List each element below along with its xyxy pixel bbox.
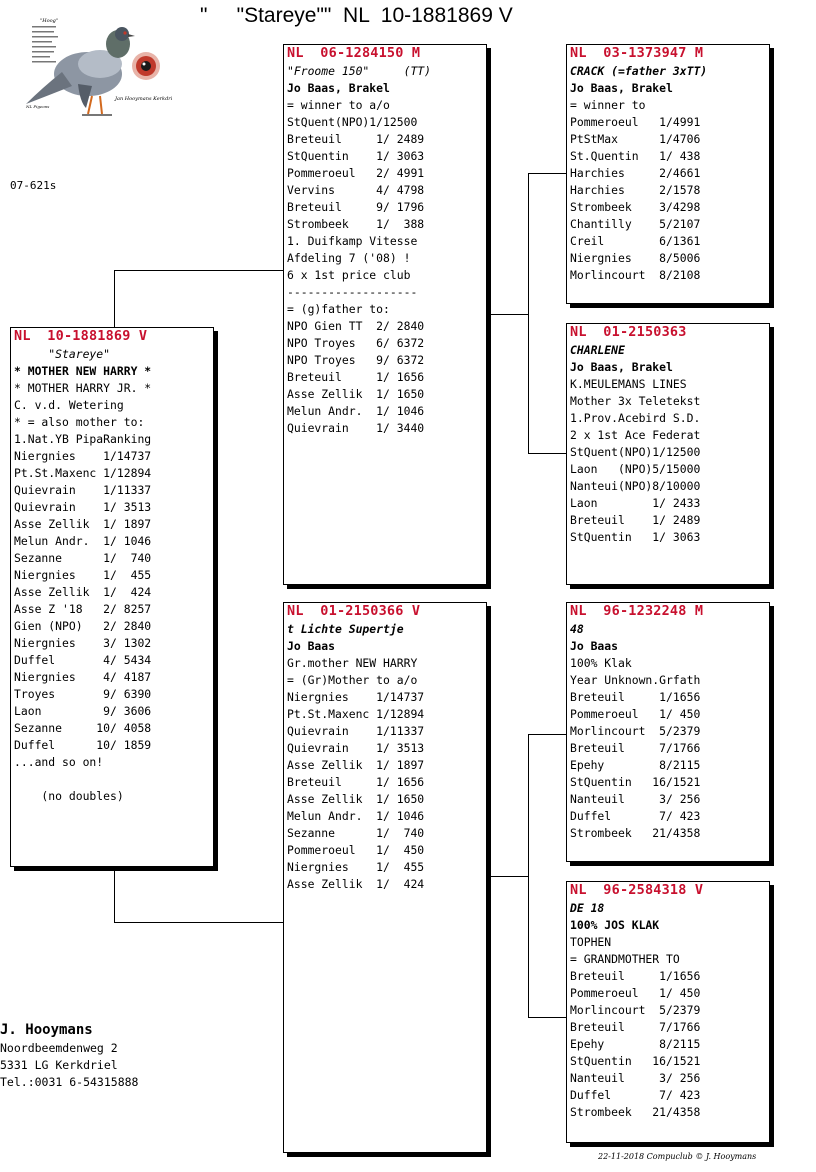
card-line: Gien (NPO) 2/ 2840 bbox=[14, 619, 152, 633]
card-line: Nanteui(NPO)8/10000 bbox=[570, 479, 701, 493]
card-line: Niergnies 1/14737 bbox=[287, 690, 425, 704]
maternal-grandmother-card bbox=[566, 881, 770, 1143]
card-line: Morlincourt 8/2108 bbox=[570, 268, 701, 282]
ring-number: NL 10-1881869 V bbox=[14, 328, 148, 344]
pigeon-logo bbox=[22, 14, 172, 126]
mother-card bbox=[283, 602, 487, 1153]
connector-fm-h bbox=[528, 453, 566, 454]
card-line: t Lichte Supertje bbox=[287, 622, 404, 636]
card-line: Epehy 8/2115 bbox=[570, 1037, 701, 1051]
card-line: "Stareye" bbox=[14, 347, 111, 361]
card-line: * MOTHER HARRY JR. * bbox=[14, 381, 152, 395]
card-line bbox=[14, 771, 213, 788]
ring-number: NL 96-1232248 M bbox=[570, 603, 704, 619]
card-line: Niergnies 4/ 4187 bbox=[14, 670, 152, 684]
card-line: StQuentin 16/1521 bbox=[570, 1054, 701, 1068]
connector-bird-father-h bbox=[114, 270, 284, 271]
card-line: Asse Z '18 2/ 8257 bbox=[14, 602, 152, 616]
card-line: Morlincourt 5/2379 bbox=[570, 724, 701, 738]
card-line: Quievrain 1/ 3440 bbox=[287, 421, 425, 435]
card-line: * = also mother to: bbox=[14, 415, 145, 429]
card-line: C. v.d. Wetering bbox=[14, 398, 124, 412]
paternal-grandmother-card bbox=[566, 323, 770, 585]
card-line: ------------------- bbox=[287, 285, 418, 299]
card-line: Duffel 10/ 1859 bbox=[14, 738, 152, 752]
ring-number: NL 03-1373947 M bbox=[570, 45, 704, 61]
card-line: Quievrain 1/ 3513 bbox=[14, 500, 152, 514]
card-line: Quievrain 1/11337 bbox=[287, 724, 425, 738]
card-line: Creil 6/1361 bbox=[570, 234, 701, 248]
card-line: Strombeek 21/4358 bbox=[570, 826, 701, 840]
connector-mother-branch-h bbox=[490, 876, 528, 877]
paternal-grandfather-card bbox=[566, 44, 770, 304]
card-line: Duffel 4/ 5434 bbox=[14, 653, 152, 667]
owner-name: J. Hooymans bbox=[0, 1022, 93, 1038]
card-line: StQuent(NPO)1/12500 bbox=[570, 445, 701, 459]
card-line: 48 bbox=[570, 622, 584, 636]
card-line: Strombeek 21/4358 bbox=[570, 1105, 701, 1119]
card-line: 100% Klak bbox=[570, 656, 632, 670]
card-line: Nanteuil 3/ 256 bbox=[570, 1071, 701, 1085]
card-line: Breteuil 1/ 1656 bbox=[287, 775, 425, 789]
owner-address-street: Noordbeemdenweg 2 bbox=[0, 1041, 118, 1055]
card-line: Pommeroeul 1/ 450 bbox=[570, 986, 701, 1000]
logo-left-caption: NL Pigeons bbox=[26, 104, 50, 109]
card-line: Duffel 7/ 423 bbox=[570, 1088, 701, 1102]
logo-caption: Jan Hooymans Kerkdriel bbox=[115, 96, 172, 102]
card-line: Niergnies 8/5006 bbox=[570, 251, 701, 265]
reference-code: 07-621s bbox=[10, 179, 57, 192]
card-line: Nanteuil 3/ 256 bbox=[570, 792, 701, 806]
card-line: Quievrain 1/11337 bbox=[14, 483, 152, 497]
connector-bird-mother-v bbox=[114, 866, 115, 923]
card-line: Asse Zellik 1/ 1897 bbox=[14, 517, 152, 531]
card-line: Jo Baas, Brakel bbox=[287, 81, 390, 95]
owner-block bbox=[0, 1020, 138, 1091]
card-line: "Froome 150" (TT) bbox=[287, 64, 432, 78]
card-line: Sezanne 1/ 740 bbox=[14, 551, 152, 565]
card-line: NPO Troyes 9/ 6372 bbox=[287, 353, 425, 367]
card-line: Jo Baas bbox=[570, 639, 619, 653]
card-line: Breteuil 1/ 2489 bbox=[287, 132, 425, 146]
card-line: Jo Baas bbox=[287, 639, 336, 653]
connector-mm-h bbox=[528, 1017, 566, 1018]
card-line: Asse Zellik 1/ 424 bbox=[287, 877, 425, 891]
card-line: PtStMax 1/4706 bbox=[570, 132, 701, 146]
card-line: 100% JOS KLAK bbox=[570, 918, 660, 932]
card-line: Laon 9/ 3606 bbox=[14, 704, 152, 718]
bird-card bbox=[10, 327, 214, 867]
card-line: Pt.St.Maxenc 1/12894 bbox=[14, 466, 152, 480]
card-line: Year Unknown.Grfath bbox=[570, 673, 701, 687]
card-line: Asse Zellik 1/ 1650 bbox=[287, 387, 425, 401]
card-line: St.Quentin 1/ 438 bbox=[570, 149, 701, 163]
ring-number: NL 01-2150363 bbox=[570, 324, 687, 340]
card-line: Harchies 2/4661 bbox=[570, 166, 701, 180]
card-line: Asse Zellik 1/ 1897 bbox=[287, 758, 425, 772]
card-line: Melun Andr. 1/ 1046 bbox=[14, 534, 152, 548]
card-line: Strombeek 3/4298 bbox=[570, 200, 701, 214]
connector-bird-father-v bbox=[114, 270, 115, 328]
card-line: Asse Zellik 1/ 424 bbox=[14, 585, 152, 599]
ring-number: NL 06-1284150 M bbox=[287, 45, 421, 61]
ring-number: NL 01-2150366 V bbox=[287, 603, 421, 619]
father-card bbox=[283, 44, 487, 585]
connector-bird-mother-h bbox=[114, 922, 284, 923]
card-line: ...and so on! bbox=[14, 755, 104, 769]
card-line: = (g)father to: bbox=[287, 302, 390, 316]
card-line: Melun Andr. 1/ 1046 bbox=[287, 404, 425, 418]
card-line: Breteuil 7/1766 bbox=[570, 1020, 701, 1034]
card-line: StQuentin 16/1521 bbox=[570, 775, 701, 789]
card-line: Laon (NPO)5/15000 bbox=[570, 462, 701, 476]
card-line: Breteuil 1/ 2489 bbox=[570, 513, 701, 527]
logo-top-text: "Hoog" bbox=[40, 18, 59, 24]
card-line: Morlincourt 5/2379 bbox=[570, 1003, 701, 1017]
card-line: Asse Zellik 1/ 1650 bbox=[287, 792, 425, 806]
card-line: Sezanne 10/ 4058 bbox=[14, 721, 152, 735]
footer-credit: 22-11-2018 Compuclub © J. Hooymans bbox=[598, 1152, 757, 1161]
card-line: Niergnies 3/ 1302 bbox=[14, 636, 152, 650]
card-line: Breteuil 7/1766 bbox=[570, 741, 701, 755]
card-line: (no doubles) bbox=[14, 789, 124, 803]
card-line: Laon 1/ 2433 bbox=[570, 496, 701, 510]
connector-father-branch-h bbox=[490, 314, 528, 315]
card-line: Melun Andr. 1/ 1046 bbox=[287, 809, 425, 823]
card-line: Niergnies 1/14737 bbox=[14, 449, 152, 463]
ring-number: NL 96-2584318 V bbox=[570, 882, 704, 898]
owner-phone: Tel.:0031 6-54315888 bbox=[0, 1075, 139, 1089]
card-line: Jo Baas, Brakel bbox=[570, 81, 673, 95]
card-line: Pommeroeul 1/4991 bbox=[570, 115, 701, 129]
pedigree-title: " "Stareye"" NL 10-1881869 V bbox=[200, 4, 513, 27]
card-line: StQuent(NPO)1/12500 bbox=[287, 115, 418, 129]
card-line: * MOTHER NEW HARRY * bbox=[14, 364, 152, 378]
card-line: TOPHEN bbox=[570, 935, 612, 949]
card-line: Niergnies 1/ 455 bbox=[287, 860, 425, 874]
connector-mother-branch-v bbox=[528, 734, 529, 1018]
card-line: = GRANDMOTHER TO bbox=[570, 952, 680, 966]
card-line: 1. Duifkamp Vitesse bbox=[287, 234, 418, 248]
card-line: Pommeroeul 2/ 4991 bbox=[287, 166, 425, 180]
card-line: Harchies 2/1578 bbox=[570, 183, 701, 197]
card-line: Chantilly 5/2107 bbox=[570, 217, 701, 231]
card-line: Afdeling 7 ('08) ! bbox=[287, 251, 411, 265]
card-line: Quievrain 1/ 3513 bbox=[287, 741, 425, 755]
card-line: CHARLENE bbox=[570, 343, 625, 357]
card-line: StQuentin 1/ 3063 bbox=[570, 530, 701, 544]
card-line: = winner to bbox=[570, 98, 646, 112]
card-line: K.MEULEMANS LINES bbox=[570, 377, 687, 391]
card-line: Breteuil 1/ 1656 bbox=[287, 370, 425, 384]
card-line: Strombeek 1/ 388 bbox=[287, 217, 425, 231]
card-line: Breteuil 9/ 1796 bbox=[287, 200, 425, 214]
card-line: Troyes 9/ 6390 bbox=[14, 687, 152, 701]
card-line: Vervins 4/ 4798 bbox=[287, 183, 425, 197]
connector-mf-h bbox=[528, 734, 566, 735]
card-line: Pommeroeul 1/ 450 bbox=[570, 707, 701, 721]
card-line: 6 x 1st price club bbox=[287, 268, 411, 282]
card-line: = winner to a/o bbox=[287, 98, 390, 112]
card-line: Breteuil 1/1656 bbox=[570, 690, 701, 704]
card-line: Duffel 7/ 423 bbox=[570, 809, 701, 823]
card-line: NPO Gien TT 2/ 2840 bbox=[287, 319, 425, 333]
card-line: Mother 3x Teletekst bbox=[570, 394, 701, 408]
connector-ff-h bbox=[528, 173, 566, 174]
card-line: Pommeroeul 1/ 450 bbox=[287, 843, 425, 857]
card-line: CRACK (=father 3xTT) bbox=[570, 64, 708, 78]
card-line: Gr.mother NEW HARRY bbox=[287, 656, 418, 670]
connector-father-branch-v bbox=[528, 173, 529, 454]
card-line: = (Gr)Mother to a/o bbox=[287, 673, 418, 687]
card-line: Niergnies 1/ 455 bbox=[14, 568, 152, 582]
card-line: NPO Troyes 6/ 6372 bbox=[287, 336, 425, 350]
card-line: 1.Prov.Acebird S.D. bbox=[570, 411, 701, 425]
card-line: Breteuil 1/1656 bbox=[570, 969, 701, 983]
card-line: Epehy 8/2115 bbox=[570, 758, 701, 772]
card-line: 1.Nat.YB PipaRanking bbox=[14, 432, 152, 446]
card-line: Pt.St.Maxenc 1/12894 bbox=[287, 707, 425, 721]
card-line: DE 18 bbox=[570, 901, 605, 915]
card-line: StQuentin 1/ 3063 bbox=[287, 149, 425, 163]
owner-address-city: 5331 LG Kerkdriel bbox=[0, 1058, 118, 1072]
maternal-grandfather-card bbox=[566, 602, 770, 862]
card-line: Jo Baas, Brakel bbox=[570, 360, 673, 374]
card-line: 2 x 1st Ace Federat bbox=[570, 428, 701, 442]
card-line: Sezanne 1/ 740 bbox=[287, 826, 425, 840]
